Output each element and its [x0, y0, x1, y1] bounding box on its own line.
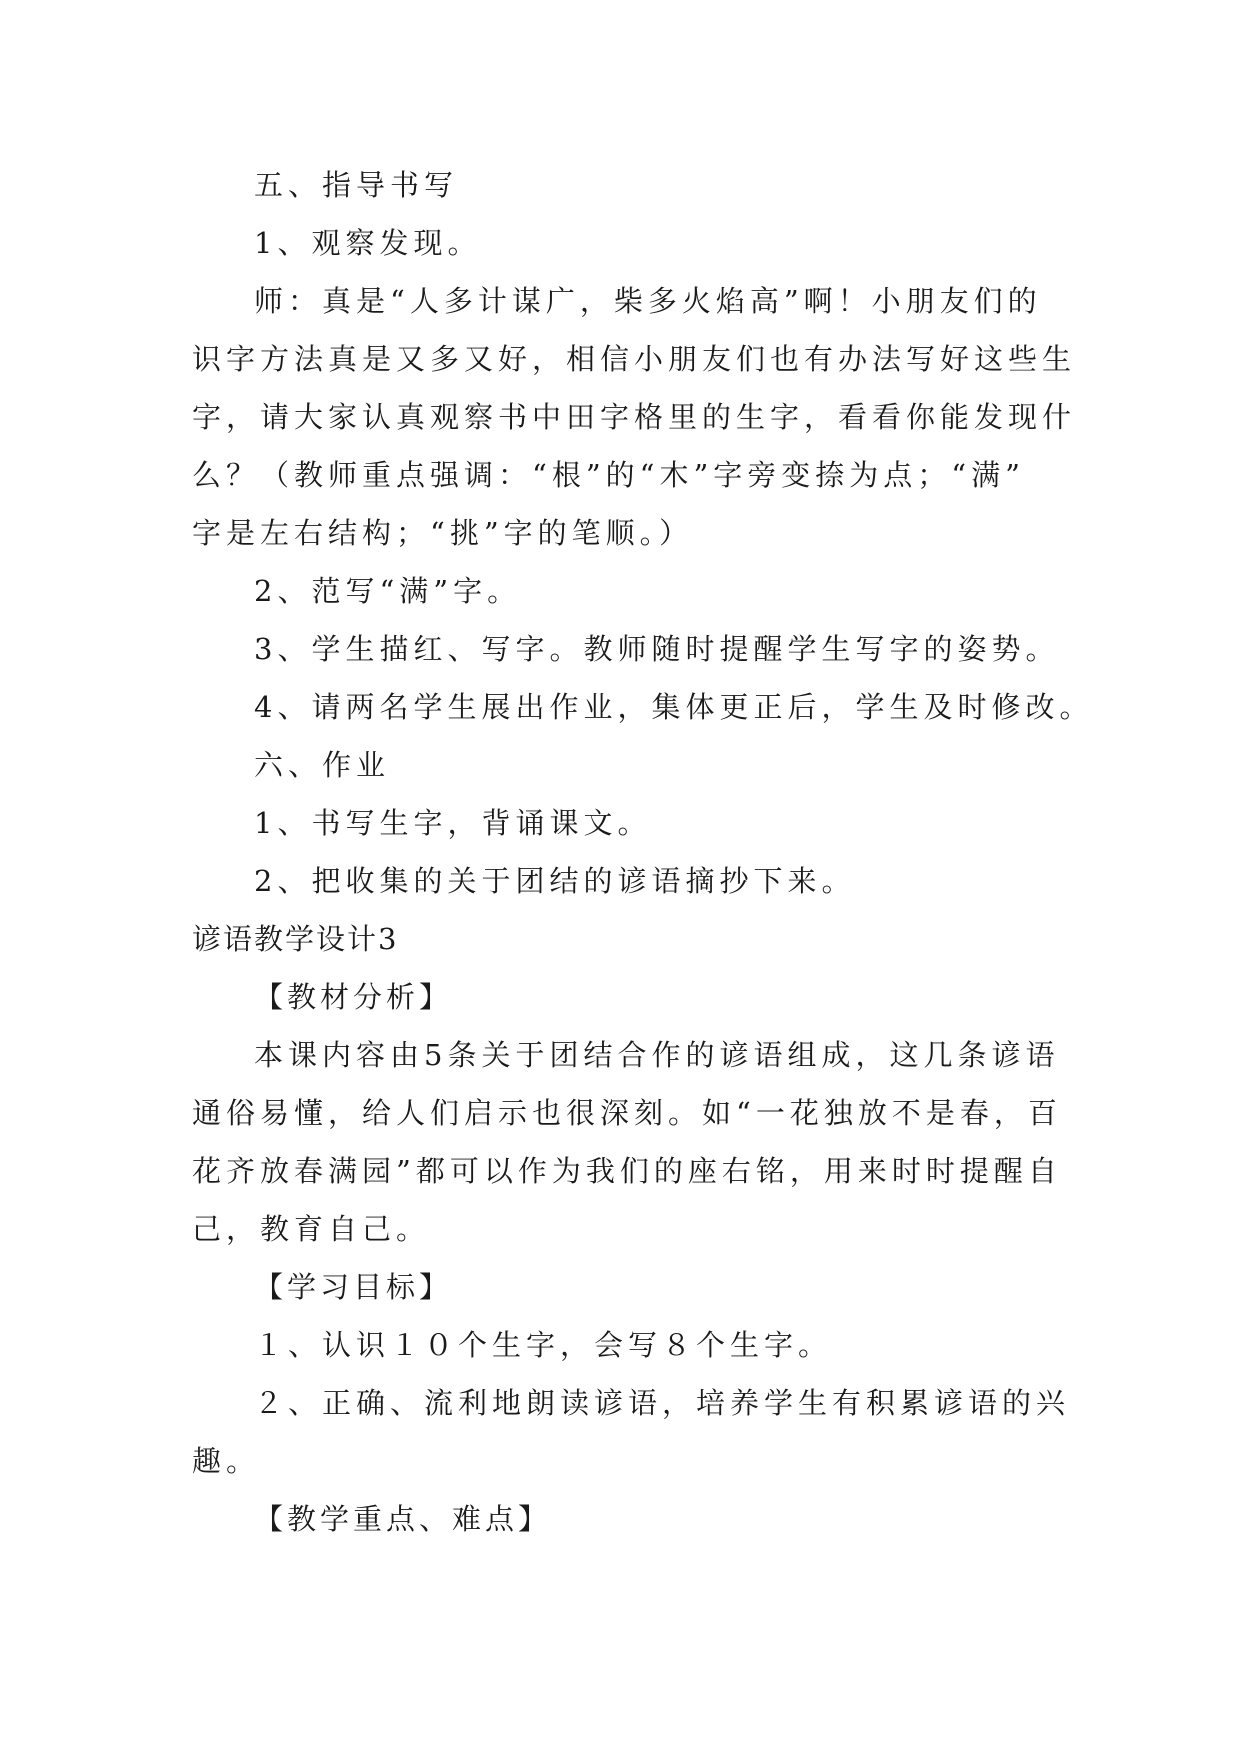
- list-item: 1、观察发现。: [254, 226, 482, 260]
- paragraph-line: 字，请大家认真观察书中田字格里的生字，看看你能发现什: [192, 400, 1077, 434]
- document-section-title: 谚语教学设计3: [192, 922, 399, 956]
- list-item: 3、学生描红、写字。教师随时提醒学生写字的姿势。: [254, 632, 1060, 666]
- section-heading-homework: 六、作业: [254, 748, 391, 782]
- paragraph-line: 通俗易懂，给人们启示也很深刻。如“一花独放不是春，百: [192, 1096, 1062, 1130]
- paragraph-line: 花齐放春满园”都可以作为我们的座右铭，用来时时提醒自: [192, 1154, 1062, 1188]
- paragraph-line: 字是左右结构；“挑”字的笔顺。）: [192, 516, 694, 550]
- paragraph-line: 己，教育自己。: [192, 1212, 431, 1246]
- list-item: 2、范写“满”字。: [254, 574, 522, 608]
- list-item: 4、请两名学生展出作业，集体更正后，学生及时修改。: [254, 690, 1094, 724]
- list-item: 1、书写生字，背诵课文。: [254, 806, 652, 840]
- list-item: 2、把收集的关于团结的谚语摘抄下来。: [254, 864, 856, 898]
- paragraph-line: 趣。: [192, 1444, 261, 1478]
- paragraph-line: 本课内容由5条关于团结合作的谚语组成，这几条谚语: [254, 1038, 1060, 1072]
- list-item: １、认识１０个生字，会写８个生字。: [254, 1328, 833, 1362]
- paragraph-line: 师：真是“人多计谋广，柴多火焰高”啊！小朋友们的: [254, 284, 1042, 318]
- subheading-key-points: 【教学重点、难点】: [254, 1502, 552, 1536]
- section-heading-writing-guidance: 五、指导书写: [254, 168, 459, 202]
- subheading-material-analysis: 【教材分析】: [254, 980, 453, 1014]
- paragraph-line: 识字方法真是又多又好，相信小朋友们也有办法写好这些生: [192, 342, 1077, 376]
- list-item: ２、正确、流利地朗读谚语，培养学生有积累谚语的兴: [254, 1386, 1071, 1420]
- paragraph-line: 么？（教师重点强调：“根”的“木”字旁变捺为点；“满”: [192, 458, 1025, 492]
- subheading-learning-objectives: 【学习目标】: [254, 1270, 453, 1304]
